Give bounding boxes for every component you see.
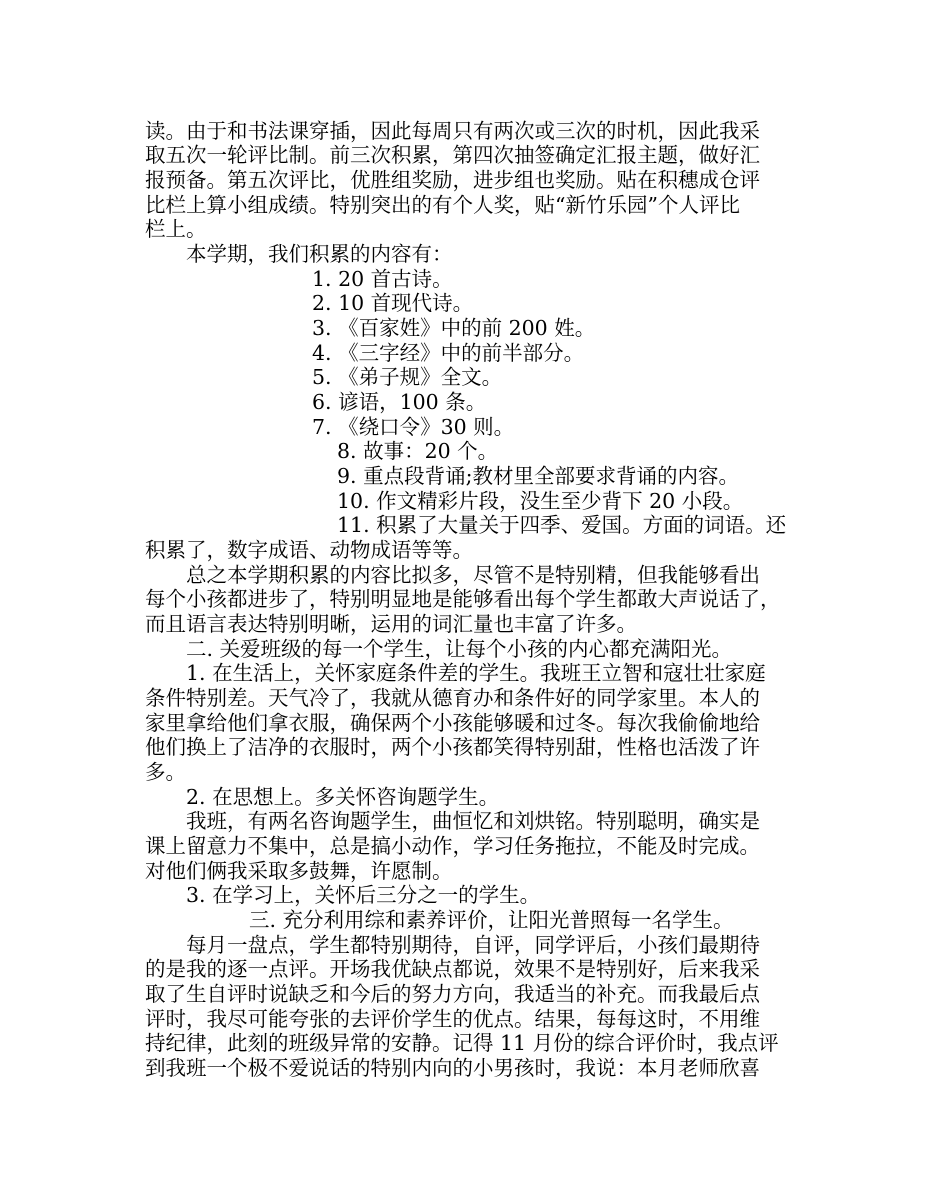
list-item: 1. 20 首古诗。 bbox=[312, 267, 453, 291]
paragraph-line: 2. 在思想上。多关怀咨询题学生。 bbox=[186, 785, 500, 809]
paragraph-line: 家里拿给他们拿衣服，确保两个小孩能够暖和过冬。每次我偷偷地给 bbox=[145, 711, 760, 735]
list-item: 4. 《三字经》中的前半部分。 bbox=[312, 341, 585, 365]
list-item: 2. 10 首现代诗。 bbox=[312, 291, 474, 315]
list-item: 9. 重点段背诵;教材里全部要求背诵的内容。 bbox=[337, 464, 739, 488]
paragraph-line: 而且语言表达特别明晰，运用的词汇量也丰富了许多。 bbox=[145, 612, 637, 636]
paragraph-line: 我班，有两名咨询题学生，曲恒忆和刘烘铭。特别聪明，确实是 bbox=[186, 809, 760, 833]
paragraph-line: 每月一盘点，学生都特别期待，自评，同学评后，小孩们最期待 bbox=[186, 933, 760, 957]
paragraph-line: 的是我的逐一点评。开场我优缺点都说，效果不是特别好，后来我采 bbox=[145, 957, 760, 981]
paragraph-line: 比栏上算小组成绩。特别突出的有个人奖，贴“新竹乐园”个人评比 bbox=[145, 193, 740, 217]
paragraph-line: 条件特别差。天气冷了，我就从德育办和条件好的同学家里。本人的 bbox=[145, 686, 760, 710]
list-item: 3. 《百家姓》中的前 200 姓。 bbox=[312, 316, 596, 340]
paragraph-line: 3. 在学习上，关怀后三分之一的学生。 bbox=[186, 883, 541, 907]
list-item: 10. 作文精彩片段，没生至少背下 20 小段。 bbox=[337, 489, 744, 513]
paragraph-line: 到我班一个极不爱说话的特别内向的小男孩时，我说：本月老师欣喜 bbox=[145, 1056, 760, 1080]
list-item: 7. 《绕口令》30 则。 bbox=[312, 415, 515, 439]
paragraph-line: 多。 bbox=[145, 760, 186, 784]
paragraph-line: 积累了，数字成语、动物成语等等。 bbox=[145, 538, 473, 562]
paragraph-line: 评时，我尽可能夸张的去评价学生的优点。结果，每每这时，不用维 bbox=[145, 1007, 760, 1031]
paragraph-line: 本学期，我们积累的内容有： bbox=[186, 242, 453, 266]
paragraph-line: 总之本学期积累的内容比拟多，尽管不是特别精，但我能够看出 bbox=[186, 563, 760, 587]
paragraph-line: 持纪律，此刻的班级异常的安静。记得 11 月份的综合评价时，我点评 bbox=[145, 1031, 779, 1055]
paragraph-line: 读。由于和书法课穿插，因此每周只有两次或三次的时机，因此我采 bbox=[145, 119, 760, 143]
list-item: 11. 积累了大量关于四季、爱国。方面的词语。还 bbox=[337, 513, 787, 537]
paragraph-line: 每个小孩都进步了，特别明显地是能够看出每个学生都敢大声说话了， bbox=[145, 587, 781, 611]
list-item: 6. 谚语，100 条。 bbox=[312, 390, 487, 414]
paragraph-line: 对他们俩我采取多鼓舞，许愿制。 bbox=[145, 859, 453, 883]
paragraph-line: 1. 在生活上，关怀家庭条件差的学生。我班王立智和寇壮壮家庭 bbox=[186, 661, 766, 685]
list-item: 5. 《弟子规》全文。 bbox=[312, 365, 503, 389]
paragraph-line: 课上留意力不集中，总是搞小动作，学习任务拖拉，不能及时完成。 bbox=[145, 834, 760, 858]
paragraph-line: 他们换上了洁净的衣服时，两个小孩都笑得特别甜，性格也活泼了许 bbox=[145, 735, 760, 759]
paragraph-line: 报预备。第五次评比，优胜组奖励，进步组也奖励。贴在积穗成仓评 bbox=[145, 168, 760, 192]
paragraph-line: 取五次一轮评比制。前三次积累，第四次抽签确定汇报主题，做好汇 bbox=[145, 143, 760, 167]
paragraph-line: 栏上。 bbox=[145, 217, 207, 241]
list-item: 8. 故事：20 个。 bbox=[337, 439, 499, 463]
paragraph-line: 取了生自评时说缺乏和今后的努力方向，我适当的补充。而我最后点 bbox=[145, 982, 760, 1006]
section-heading: 二. 关爱班级的每一个学生，让每个小孩的内心都充满阳光。 bbox=[186, 637, 733, 661]
section-heading: 三. 充分利用综和素养评价，让阳光普照每一名学生。 bbox=[249, 908, 734, 932]
